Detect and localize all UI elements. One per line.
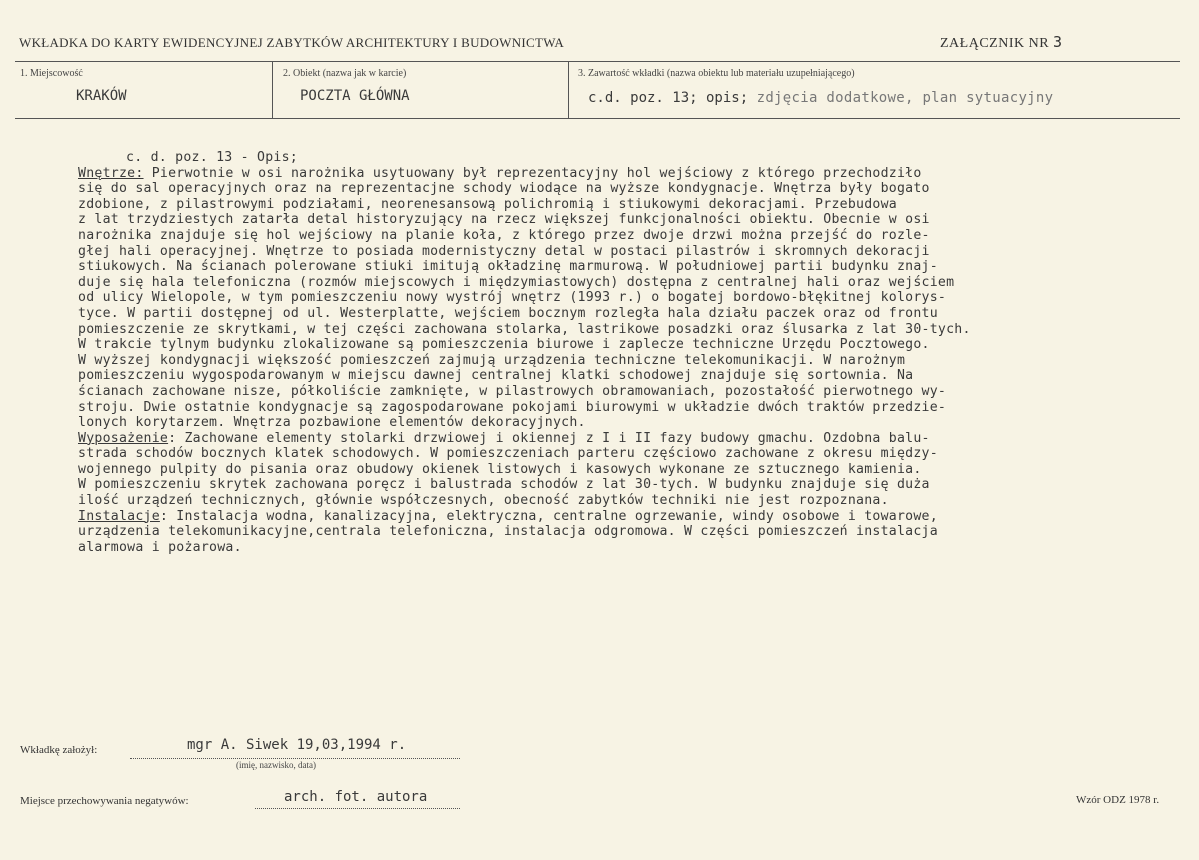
contents-value-pencil: zdjęcia dodatkowe, plan sytuacyjny: [756, 90, 1054, 106]
annex-number: 3: [1053, 33, 1063, 51]
contents-value: [588, 90, 1053, 106]
place-value: KRAKÓW: [76, 88, 127, 104]
fields-bottom-rule: [15, 118, 1180, 119]
fields-top-rule: [15, 61, 1180, 62]
form-model-number: Wzór ODZ 1978 r.: [1076, 794, 1160, 806]
object-value: POCZTA GŁÓWNA: [300, 88, 410, 104]
object-label: 2. Obiekt (nazwa jak w karcie): [283, 68, 407, 79]
intro-line: c. d. poz. 13 - Opis;: [126, 150, 298, 165]
interior-paragraph: Pierwotnie w osi narożnika usytuowany był reprezentacyjny hol wejściowy z którego przechodziło się do sal operacyjnych oraz na reprezentacjne schody wiodące na wyższe kondygnacje. Wnętrza były bogato zdobione, z pilastrowymi podziałami, neorenesansową polichromią i stiukowymi dekoracjami. Przebudowa z lat trzydziestych zatarła detal historyzujący na rzecz większej funkcjonalności obiektu. Obecnie w osi narożnika znajduje się hol wejściowy na planie koła, z którego przez dwoje drzwi można przejść do rozle- głej hali operacyjnej. Wnętrze to posiada modernistyczny detal w postaci pilastrów i skromnych dekoracji stiukowych. Na ścianach polerowane stiuki imitują okładzinę marmurową. W południowej partii budynku znaj- duje się hala telefoniczna (rozmów miejscowych i międzymiastowych) dostępna z centralnej hali oraz wejściem od ulicy Wielopole, w tym pomieszczeniu nowy wystrój wnętrz (1993 r.) o bogatej bordowo-błękitnej kolorys- tyce. W partii dostępnej od ul. Westerplatte, wejściem bocznym rozległa hala działu paczek oraz od frontu pomieszczenie ze skrytkami, w tej części zachowana stolarka, lastrikowe posadzki oraz ślusarka z lat 30-tych. W trakcie tylnym budynku zlokalizowane są pomieszczenia biurowe i zaplecze techniczne Urzędu Pocztowego. W wyższej kondygnacji większość pomieszczeń zajmują urządzenia techniczne telekomunikacji. W narożnym pomieszczeniu wygospodarowanym w miejscu dawnej centralnej klatki schodowej znajduje się sortownia. Na ścianach zachowane nisze, półkoliście zamknięte, w pilastrowych obramowaniach, pozostałość pierwotnego wy- stroju. Dwie ostatnie kondygnacje są zagospodarowane pokojami biurowymi w układzie dwóch traktów przedzie- lonych korytarzem. Wnętrza pozbawione elementów dekoracyjnych.: [78, 165, 971, 431]
annex-label-text: ZAŁĄCZNIK NR: [940, 36, 1050, 51]
form-title: WKŁADKA DO KARTY EWIDENCYJNEJ ZABYTKÓW ARCHITEKTURY I BUDOWNICTWA: [19, 35, 565, 50]
author-dotline: [130, 758, 460, 759]
author-label: Wkładkę założył:: [20, 744, 98, 756]
description-body: [78, 150, 1188, 555]
equipment-heading: Wyposażenie: [78, 430, 169, 446]
field-divider: [568, 61, 569, 118]
place-label: 1. Miejscowość: [20, 68, 83, 79]
author-sublabel: (imię, nazwisko, data): [236, 760, 316, 770]
negatives-label: Miejsce przechowywania negatywów:: [20, 795, 189, 807]
field-divider: [272, 61, 273, 118]
author-value: mgr A. Siwek 19,03,1994 r.: [187, 737, 407, 753]
negatives-dotline: [255, 808, 460, 809]
contents-value-typed: c.d. poz. 13; opis;: [588, 90, 749, 106]
equipment-paragraph: : Zachowane elementy stolarki drzwiowej i okiennej z I i II fazy budowy gmachu. Ozdobna balu- strada schodów bocznych klatek schodowych. W pomieszczeniach parteru częściowo zachowane z okresu między- wojennego pulpity do pisania oraz obudowy okienek listowych i kasowych wykonane ze sztucznego kamienia. W pomieszczeniu skrytek zachowana poręcz i balustrada schodów z lat 30-tych. W budynku znajduje się duża ilość urządzeń technicznych, głównie współczesnych, obecność zabytków techniki nie jest rozpoznana.: [78, 430, 938, 509]
installations-heading: Instalacje: [78, 508, 160, 524]
interior-heading: Wnętrze:: [78, 165, 144, 181]
contents-label: 3. Zawartość wkładki (nazwa obiektu lub materiału uzupełniającego): [578, 68, 855, 79]
annex-label: [940, 33, 1063, 52]
installations-paragraph: : Instalacja wodna, kanalizacyjna, elektryczna, centralne ogrzewanie, windy osobowe i towarowe, urządzenia telekomunikacyjne,centrala telefoniczna, instalacja odgromowa. W części pomieszczeń instalacja alarmowa i pożarowa.: [78, 508, 938, 555]
negatives-value: arch. fot. autora: [284, 789, 428, 805]
